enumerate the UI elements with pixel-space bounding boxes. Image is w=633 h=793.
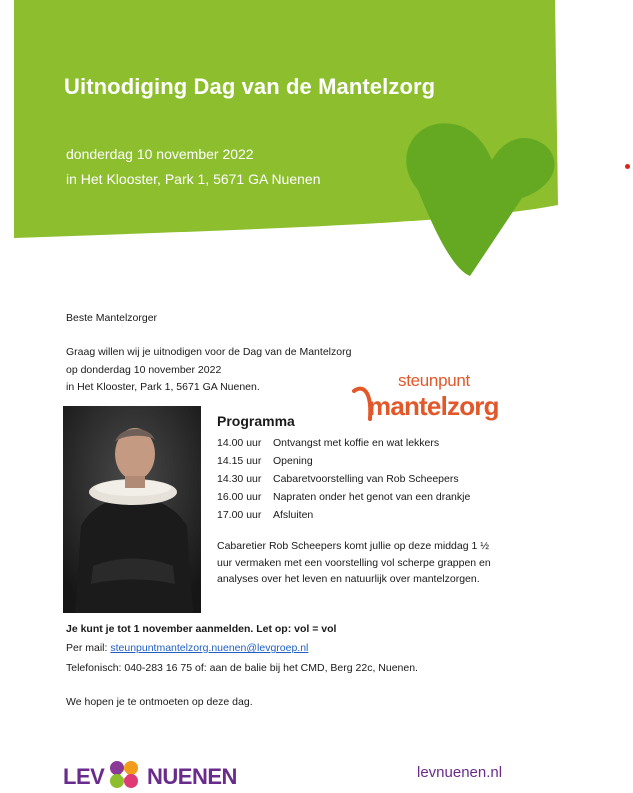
schedule-row — [217, 452, 470, 470]
schedule-time: 14.00 uur — [217, 437, 262, 449]
logo-nuenen-text: NUENEN — [147, 764, 237, 789]
schedule-row — [217, 470, 470, 488]
logo-text-bottom: mantelzorg — [368, 391, 499, 421]
schedule-row — [217, 434, 470, 452]
mail-label: Per mail: — [66, 642, 111, 654]
website-link[interactable]: levnuenen.nl — [417, 764, 503, 781]
schedule-desc: Ontvangst met koffie en wat lekkers — [273, 437, 440, 449]
clover-icon — [103, 758, 145, 792]
performer-photo — [63, 406, 201, 613]
logo-lev-text: LEV — [63, 764, 105, 789]
phone-line: Telefonisch: 040-283 16 75 of: aan de balie bij het CMD, Berg 22c, Nuenen. — [66, 662, 418, 674]
intro-line: op donderdag 10 november 2022 — [66, 363, 222, 376]
event-date: donderdag 10 november 2022 — [66, 146, 254, 162]
description-line: Cabaretier Rob Scheepers komt jullie op deze middag 1 ½ — [217, 540, 489, 552]
closing-line: We hopen je te ontmoeten op deze dag. — [66, 696, 253, 708]
salutation: Beste Mantelzorger — [66, 312, 158, 324]
schedule-desc: Afsluiten — [273, 509, 314, 521]
schedule-desc: Cabaretvoorstelling van Rob Scheepers — [273, 473, 459, 485]
description-line: analyses over het leven en natuurlijk over mantelzorgen. — [217, 573, 480, 585]
event-location: in Het Klooster, Park 1, 5671 GA Nuenen — [66, 171, 321, 187]
red-dot-mark — [625, 164, 630, 169]
intro-line: in Het Klooster, Park 1, 5671 GA Nuenen. — [66, 381, 260, 393]
intro-line: Graag willen wij je uitnodigen voor de Dag van de Mantelzorg — [66, 346, 352, 358]
logo-text-top: steunpunt — [398, 371, 470, 390]
schedule-time: 17.00 uur — [217, 509, 262, 521]
mail-link[interactable]: steunpuntmantelzorg.nuenen@levgroep.nl — [110, 642, 309, 654]
mail-line — [66, 642, 308, 654]
schedule-time: 16.00 uur — [217, 491, 262, 503]
steunpunt-mantelzorg-logo — [352, 371, 502, 431]
programme-title: Programma — [217, 413, 295, 429]
schedule-desc: Napraten onder het genot van een drankje — [273, 491, 471, 503]
registration-notice: Je kunt je tot 1 november aanmelden. Let op: vol = vol — [66, 623, 337, 635]
programme-schedule — [217, 434, 470, 524]
page-title: Uitnodiging Dag van de Mantelzorg — [64, 74, 436, 99]
schedule-time: 14.15 uur — [217, 455, 262, 467]
description-line: uur vermaken met een voorstelling vol scherpe grappen en — [217, 556, 491, 569]
schedule-row — [217, 488, 470, 506]
performer-description — [217, 538, 491, 588]
schedule-time: 14.30 uur — [217, 473, 262, 485]
intro-paragraph — [66, 344, 351, 397]
schedule-row — [217, 506, 470, 524]
schedule-desc: Opening — [273, 455, 313, 467]
